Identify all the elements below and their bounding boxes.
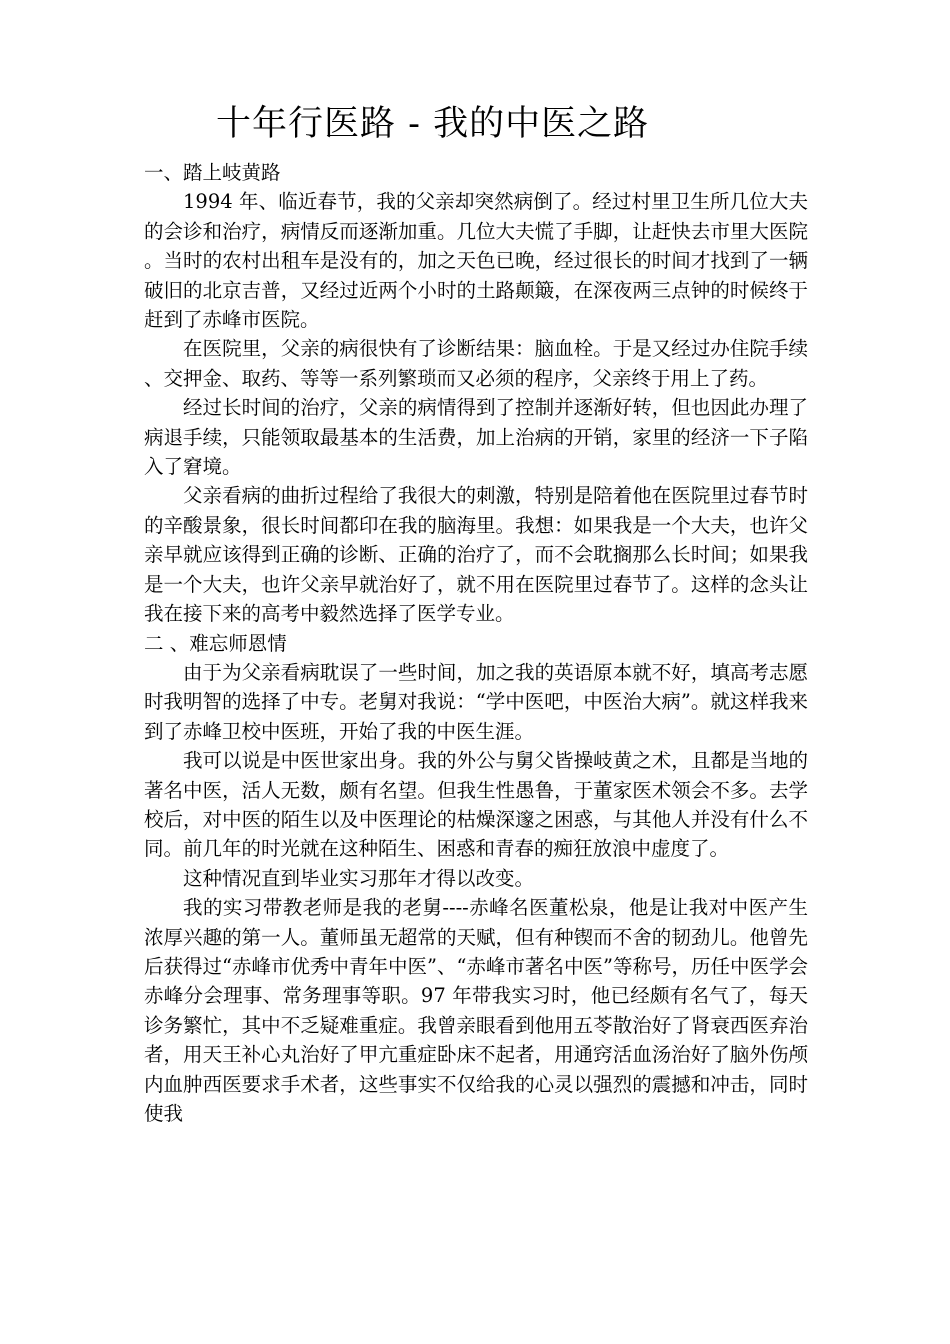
paragraph: 由于为父亲看病耽误了一些时间，加之我的英语原本就不好，填高考志愿时我明智的选择了中专。老舅对我说：“学中医吧，中医治大病”。就这样我来到了赤峰卫校中医班，开始了我的中医生涯。	[144, 660, 808, 743]
document-body	[144, 158, 808, 1128]
paragraph: 这种情况直到毕业实习那年才得以改变。	[183, 866, 535, 890]
paragraph: 在医院里，父亲的病很快有了诊断结果：脑血栓。于是又经过办住院手续、交押金、取药、等等一系列繁琐而又必须的程序，父亲终于用上了药。	[144, 337, 808, 390]
section-heading: 二 、难忘师恩情	[144, 631, 287, 655]
document-page	[144, 0, 808, 1128]
paragraph: 我可以说是中医世家出身。我的外公与舅父皆操岐黄之术，且都是当地的著名中医，活人无数，颇有名望。但我生性愚鲁，于董家医术领会不多。去学校后，对中医的陌生以及中医理论的枯燥深邃之困惑，与其他人并没有什么不同。前几年的时光就在这种陌生、困惑和青春的痴狂放浪中虚度了。	[144, 749, 808, 861]
section-2	[144, 629, 808, 1129]
paragraph: 父亲看病的曲折过程给了我很大的刺激，特别是陪着他在医院里过春节时的辛酸景象，很长时间都印在我的脑海里。我想：如果我是一个大夫，也许父亲早就应该得到正确的诊断、正确的治疗了，而不会耽搁那么长时间；如果我是一个大夫，也许父亲早就治好了，就不用在医院里过春节了。这样的念头让我在接下来的高考中毅然选择了医学专业。	[144, 484, 808, 626]
paragraph: 经过长时间的治疗，父亲的病情得到了控制并逐渐好转，但也因此办理了病退手续，只能领取最基本的生活费，加上治病的开销，家里的经济一下子陷入了窘境。	[144, 396, 808, 479]
paragraph: 1994 年、临近春节，我的父亲却突然病倒了。经过村里卫生所几位大夫的会诊和治疗，病情反而逐渐加重。几位大夫慌了手脚，让赶快去市里大医院。当时的农村出租车是没有的，加之天色已晚，经过很长的时间才找到了一辆破旧的北京吉普，又经过近两个小时的土路颠簸，在深夜两三点钟的时候终于赶到了赤峰市医院。	[144, 190, 808, 332]
document-title: 十年行医路 - 我的中医之路	[216, 104, 650, 144]
paragraph: 我的实习带教老师是我的老舅----赤峰名医董松泉，他是让我对中医产生浓厚兴趣的第一人。董师虽无超常的天赋，但有种锲而不舍的韧劲儿。他曾先后获得过“赤峰市优秀中青年中医”、“赤峰市著名中医”等称号，历任中医学会赤峰分会理事、常务理事等职。97 年带我实习时，他已经颇有名气了，每天诊务繁忙，其中不乏疑难重症。我曾亲眼看到他用五苓散治好了肾衰西医弃治者，用天王补心丸治好了甲亢重症卧床不起者，用通窍活血汤治好了脑外伤颅内血肿西医要求手术者，这些事实不仅给我的心灵以强烈的震撼和冲击，同时使我	[144, 896, 808, 1125]
section-heading: 一、踏上岐黄路	[144, 161, 281, 184]
section-1	[144, 158, 808, 629]
